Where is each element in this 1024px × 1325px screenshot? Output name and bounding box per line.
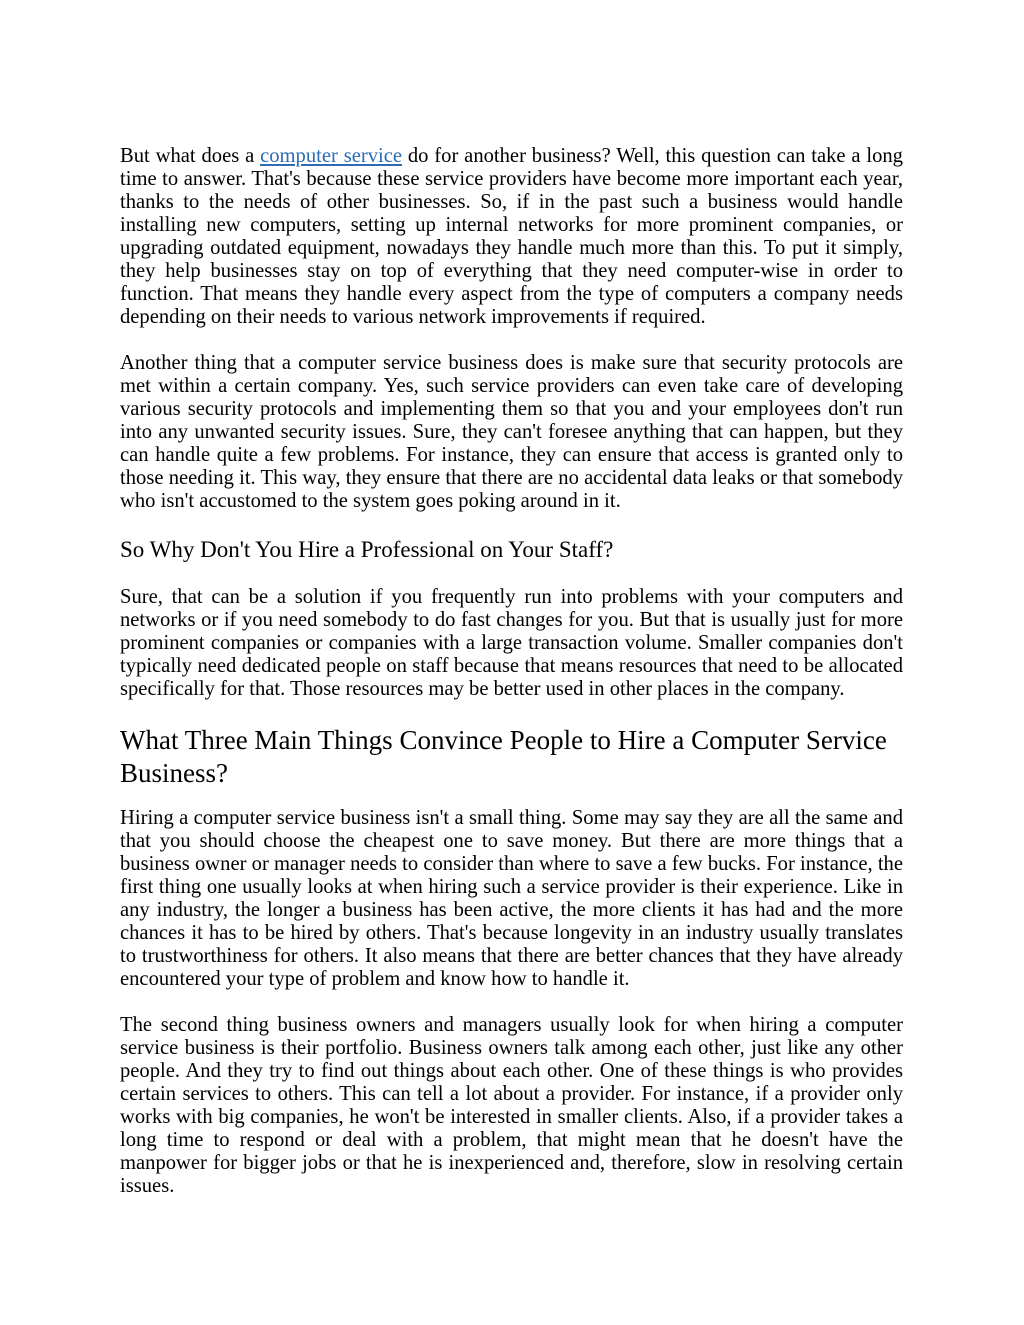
intro-paragraph — [120, 145, 903, 329]
intro-paragraph-pre-link-text: But what does a — [120, 145, 261, 167]
portfolio-paragraph: The second thing business owners and managers usually look for when hiring a computer service business is their portfolio. Business owners talk among each other, just like any other people. And they try to find out things about each other. One of these things is who provides certain services to others. This can tell a lot about a provider. For instance, if a provider only works with big companies, he won't be interested in smaller clients. Also, if a provider takes a long time to respond or deal with a problem, that might mean that he doesn't have the manpower for bigger jobs or that he is inexperienced and, therefore, slow in resolving certain issues. — [120, 1014, 903, 1197]
security-paragraph: Another thing that a computer service business does is make sure that security protocols are met within a certain company. Yes, such service providers can even take care of developing various security protocols and implementing them so that you and your employees don't run into any unwanted security issues. Sure, they can't foresee anything that can happen, but they can handle quite a few problems. For instance, they can ensure that access is granted only to those needing it. This way, they ensure that there are no accidental data leaks or that somebody who isn't accustomed to the system goes poking around in it. — [120, 352, 903, 512]
computer-service-link[interactable]: computer service — [260, 145, 403, 167]
hire-professional-heading: So Why Don't You Hire a Professional on Your Staff? — [120, 537, 614, 562]
three-things-heading: What Three Main Things Convince People to Hire a Computer Service Business? — [120, 725, 887, 788]
experience-paragraph: Hiring a computer service business isn't a small thing. Some may say they are all the same and that you should choose the cheapest one to save money. But there are more things that a business owner or manager needs to consider than where to save a few bucks. For instance, the first thing one usually looks at when hiring such a service provider is their experience. Like in any industry, the longer a business has been active, the more clients it has had and the more chances it has to be hired by others. That's because longevity in an industry usually translates to trustworthiness for others. It also means that there are better chances that they have already encountered your type of problem and know how to handle it. — [120, 807, 903, 990]
document-content — [120, 145, 903, 1221]
hire-professional-paragraph: Sure, that can be a solution if you frequently run into problems with your computers and networks or if you need somebody to do fast changes for you. But that is usually just for more prominent companies or companies with a large transaction volume. Smaller companies don't typically need dedicated people on staff because that means resources that need to be allocated specifically for that. Those resources may be better used in other places in the company. — [120, 586, 903, 700]
intro-paragraph-post-link-text: do for another business? Well, this question can take a long time to answer. That's because these service providers have become more important each year, thanks to the needs of other businesses. So, if in the past such a business would handle installing new computers, setting up internal networks for more prominent companies, or upgrading outdated equipment, nowadays they handle much more than this. To put it simply, they help businesses stay on top of everything that they need computer-wise in order to function. That means they handle every aspect from the type of computers a company needs depending on their needs to various network improvements if required. — [120, 145, 903, 328]
